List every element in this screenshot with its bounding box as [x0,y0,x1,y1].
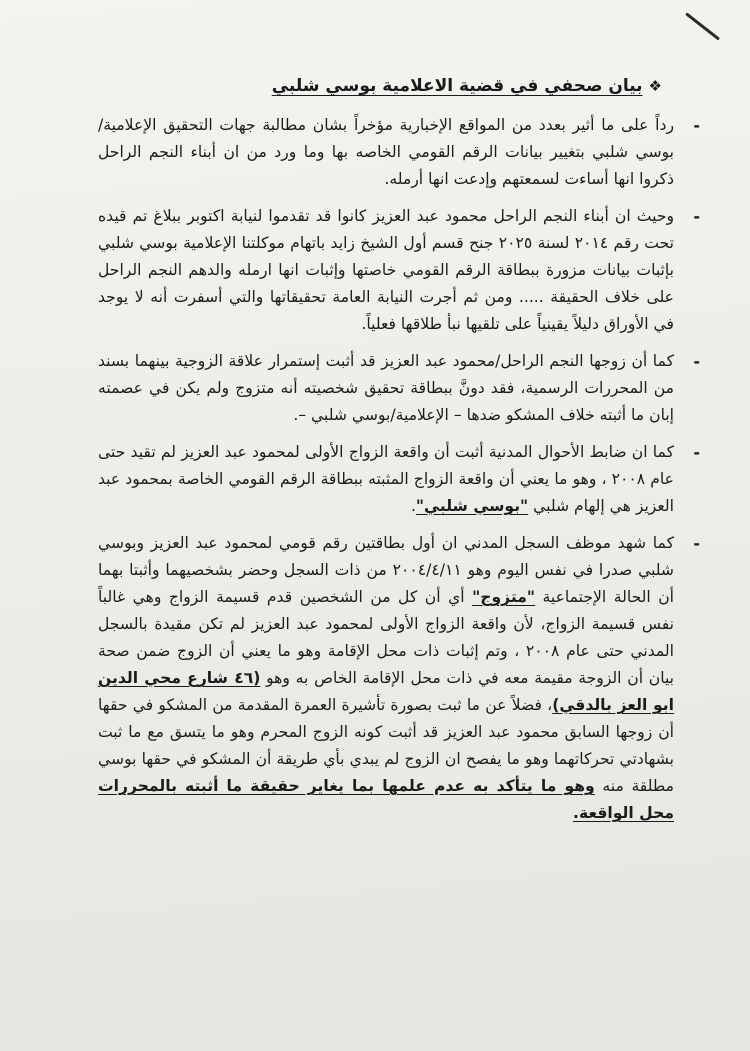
dash-bullet: - [693,443,700,462]
dash-bullet: - [693,116,700,135]
paragraph-text: كما شهد موظف السجل المدني ان أول بطاقتين رقم قومي لمحمود عبد العزيز وبوسي شلبي صدرا في نفس اليوم وهو ٢٠٠٤/٤/١١ من ذات السجل وحضر بشخصيهما وأثبتا بهما أن الحالة الإجتماعية [98,534,675,606]
paragraph-text: رداً على ما أثير بعدد من المواقع الإخبارية مؤخراً بشان مطالبة جهات التحقيق الإعلامية/بوسي شلبي بتغيير بيانات الرقم القومي الخاصه بها وما ورد من ان أبناء النجم الراحل ذكروا انها أساءت لسمعتهم وإدعت انها أرمله. [98,116,674,188]
paragraph-registry-witness [98,530,700,827]
emphasized-name: "بوسي شلبي" [415,497,529,515]
paragraph-husband-record [98,348,700,429]
page-title [242,76,662,96]
dash-bullet: - [693,207,700,226]
paragraph-text: وحيث ان أبناء النجم الراحل محمود عبد العزيز كانوا قد تقدموا لنيابة اكتوبر ببلاغ تم قيده تحت رقم ٢٠١٤ لسنة ٢٠٢٥ جنح قسم أول الشيخ زايد باتهام موكلتنا الإعلامية بوسي شلبي بإثبات بيانات مزورة ببطاقة الرقم القومي خاصتها وإثبات انها ارمله والدهم النجم الراحل على خلاف الحقيقة ..... ومن ثم أجرت النيابة العامة تحقيقاتها والتي أسفرت أنه لا يوجد في الأوراق دليلاً يقينياً على تلقيها نبأ طلاقها فعلياً. [98,207,674,333]
paragraph-text-more: ، فضلاً عن ما ثبت بصورة تأشيرة العمرة المقدمة من المشكو في حقها أن زوجها السابق محمود عبد العزيز قد أثبت كونه الزوج المحرم وهو ما يتسق مع ما ثبت بشهادتي تحركاتهما وهو ما يفصح ان الزوج لم يبدي بأي طريقة أن المشكو في حقها بوسي مطلقة منه [98,696,674,795]
title-text: بيان صحفي في قضية الاعلامية بوسي شلبي [271,76,643,96]
paragraph-text-end: . [410,497,416,515]
paragraph-text: كما أن زوجها النجم الراحل/محمود عبد العزيز قد أثبت إستمرار علاقة الزوجية بينهما بسند من المحررات الرسمية، فقد دونَّ ببطاقة تحقيق شخصيته أنه متزوج ولم يكن في عصمته إبان ما أثبته خلاف المشكو ضدها – الإعلامية/بوسي شلبي –. [98,352,674,424]
paragraph-text-continued: أي أن كل من الشخصين قدم قسيمة الزواج وهي غالباً نفس قسيمة الزواج، لأن واقعة الزواج الأولى لمحمود عبد العزيز لم تكن مقيدة بالسجل المدني حتى عام ٢٠٠٨ ، وتم إثبات ذات محل الإقامة وهو ما يعني أن الزوج ضمن صحة بيان أن الزوجة مقيمة معه في ذات محل الإقامة الخاص به وهو [98,588,674,687]
diamond-bullet-icon: ❖ [648,77,662,95]
paragraph-civil-officer [98,439,700,520]
address-emphasis: (٤٦ شارع محي الدين ابو العز بالدقي) [98,669,674,714]
paragraph-response [98,112,700,193]
dash-bullet: - [693,352,700,371]
dash-bullet: - [693,534,700,553]
marital-status-emphasis: "متزوج" [472,588,536,606]
final-conclusion: وهو ما يتأكد به عدم علمها بما يغاير حقيقة ما أثبته بالمحررات محل الواقعة. [98,777,674,822]
paragraph-text: كما ان ضابط الأحوال المدنية أثبت أن واقعة الزواج الأولى لمحمود عبد العزيز لم تقيد حتى عام ٢٠٠٨ ، وهو ما يعني أن واقعة الزواج المثبته ببطاقة الرقم القومي الخاصة بمحمود عبد العزيز هي إلهام شلبي [98,443,674,515]
pen-stroke-mark [685,12,720,40]
paragraph-complaint [98,203,700,338]
statement-body [98,112,700,837]
